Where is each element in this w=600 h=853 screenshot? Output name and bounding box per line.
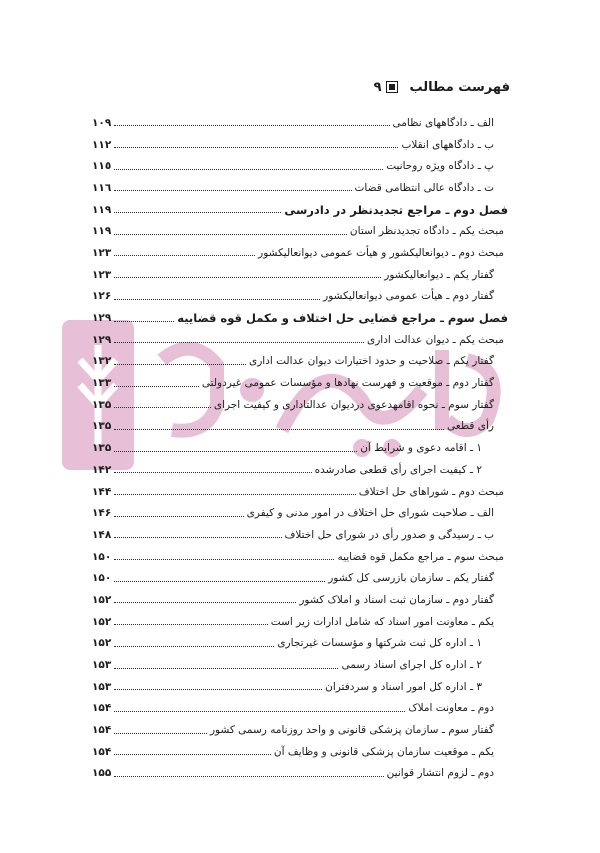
toc-entry-row [92, 220, 508, 242]
toc-entry-row [92, 177, 508, 199]
toc-page-number: ١٢٣ [92, 246, 112, 259]
toc-entry-title: مبحث سوم ـ مراجع مکمل قوه قضاییه [337, 550, 504, 563]
toc-entry-row [92, 524, 508, 546]
toc-page-number: ١۵٣ [92, 680, 112, 693]
toc-entry-title: مبحث یکم ـ دیوان عدالت اداری [366, 333, 504, 346]
toc-entry-row [92, 155, 508, 177]
toc-page-number: ١۵٣ [92, 659, 112, 672]
toc-page-number: ١۵٠ [92, 550, 112, 563]
toc-entry-title: ٢ ـ اداره کل اجرای اسناد رسمی [341, 659, 482, 672]
toc-entry-title: گفتار سوم ـ نحوه اقامهدعوی دردیوان عدالتاداری و کیفیت اجرای [213, 398, 494, 411]
dot-leader [114, 776, 383, 777]
toc-entry-title: گفتار یکم ـ دیوانعالیکشور [384, 268, 494, 281]
toc-entry-row [92, 589, 508, 611]
toc-entry-row [92, 394, 508, 416]
toc-entry-row [92, 416, 508, 438]
toc-entry-row [92, 112, 508, 134]
toc-page-number: ١۵٢ [92, 615, 112, 628]
square-ornament-icon [386, 81, 398, 93]
toc-entry-title: فصل سوم ـ مراجع قضایی حل اختلاف و مکمل قوه قضاییه [177, 311, 508, 326]
toc-entry-title: مبحث یکم ـ دادگاه تجدیدنظر استان [349, 225, 504, 238]
toc-entry-row [92, 546, 508, 568]
dot-leader [114, 559, 334, 560]
toc-entry-title: دوم ـ لزوم انتشار قوانین [386, 767, 494, 780]
page-header [90, 75, 510, 99]
dot-leader [114, 386, 199, 387]
toc-entry-title: الف ـ صلاحیت شورای حل اختلاف در امور مدنی و کیفری [246, 507, 494, 520]
toc-page-number: ١١٦ [92, 181, 112, 194]
dot-leader [114, 668, 338, 669]
toc-entry-row [92, 741, 508, 763]
dot-leader [114, 255, 255, 256]
toc-entry-title: گفتار یکم ـ سازمان بازرسی کل کشور [328, 572, 494, 585]
toc-entry-title: فصل دوم ـ مراجع تجدیدنظر در دادرسی [284, 202, 508, 217]
toc-entry-title: گفتار دوم ـ موقعیت و فهرست نهادها و مؤسسات عمومی غیردولتی [201, 377, 494, 390]
toc-chapter-row [92, 307, 508, 329]
toc-page-number: ١٢٩ [92, 312, 112, 325]
toc-entry-title: مبحث دوم ـ دیوانعالیکشور و هیأت عمومی دیوانعالیکشور [258, 246, 504, 259]
toc-page-number: ١١٢ [92, 138, 112, 151]
toc-page-number: ١۵۴ [92, 724, 112, 737]
dot-leader [114, 212, 281, 213]
dot-leader [114, 147, 398, 148]
toc-entry-title: ١ ـ اقامه دعوی و شرایط آن [360, 442, 482, 455]
toc-entry-row [92, 719, 508, 741]
toc-entry-title: رأی قطعی [447, 420, 494, 433]
toc-entry-row [92, 372, 508, 394]
toc-entry-title: گفتار دوم ـ سازمان ثبت اسناد و املاک کشور [299, 593, 494, 606]
toc-entry-title: ت ـ دادگاه عالی انتظامی قضات [354, 181, 494, 194]
toc-page-number: ١٣٣ [92, 377, 112, 390]
toc-page-number: ١۵۵ [92, 767, 112, 780]
page-number: ٩ [373, 79, 382, 95]
dot-leader [114, 321, 174, 322]
toc-entry-row [92, 437, 508, 459]
toc-entry-title: الف ـ دادگاههای نظامی [392, 116, 494, 129]
dot-leader [114, 472, 311, 473]
toc-entry-title: گفتار یکم ـ صلاحیت و حدود اختیارات دیوان عدالت اداری [248, 355, 494, 368]
dot-leader [114, 234, 347, 235]
dot-leader [114, 190, 351, 191]
toc-page-number: ١۵٠ [92, 572, 112, 585]
dot-leader [114, 299, 320, 300]
toc-chapter-row [92, 199, 508, 221]
toc-page-number: ١١٩ [92, 225, 112, 238]
toc-page-number: ١٣۵ [92, 442, 112, 455]
toc-page-number: ١١٩ [92, 203, 112, 216]
dot-leader [114, 624, 268, 625]
toc-entry-row [92, 242, 508, 264]
toc-page-number: ١۴۶ [92, 507, 112, 520]
dot-leader [114, 451, 357, 452]
toc-entry-title: گفتار سوم ـ سازمان پزشکی قانونی و واحد روزنامه رسمی کشور [209, 724, 494, 737]
toc-page-number: ١٣٢ [92, 355, 112, 368]
toc-entry-row [92, 654, 508, 676]
toc-entry-title: ٢ ـ کیفیت اجرای رأی قطعی صادرشده [314, 463, 482, 476]
toc-entry-row [92, 567, 508, 589]
toc-page-number: ١٢٩ [92, 333, 112, 346]
dot-leader [114, 646, 274, 647]
toc-entry-title: پ ـ دادگاه ویژه روحانیت [386, 160, 494, 173]
toc-page-number: ١۵۴ [92, 745, 112, 758]
toc-entry-row [92, 611, 508, 633]
dot-leader [114, 429, 444, 430]
dot-leader [114, 407, 211, 408]
dot-leader [114, 733, 207, 734]
toc-entry-title: یکم ـ موقعیت سازمان پزشکی قانونی و وظایف آن [273, 745, 494, 758]
toc-entry-title: ب ـ دادگاههای انقلاب [401, 138, 494, 151]
dot-leader [114, 711, 405, 712]
toc-entry-title: مبحث دوم ـ شوراهای حل اختلاف [358, 485, 504, 498]
toc-entry-title: گفتار دوم ـ هیأت عمومی دیوانعالیکشور [323, 290, 494, 303]
toc-entry-row [92, 286, 508, 308]
toc-entry-title: ب ـ رسیدگی و صدور رأی در شورای حل اختلاف [284, 528, 494, 541]
toc-entry-row [92, 351, 508, 373]
toc-page-number: ١۴٢ [92, 463, 112, 476]
toc-entry-row [92, 481, 508, 503]
toc-entry-row [92, 633, 508, 655]
toc-entry-row [92, 459, 508, 481]
dot-leader [114, 754, 271, 755]
toc-page-number: ١٢٣ [92, 268, 112, 281]
toc-entry-row [92, 763, 508, 785]
table-of-contents [92, 112, 508, 784]
toc-page-number: ١٠٩ [92, 116, 112, 129]
dot-leader [114, 169, 383, 170]
toc-page-number: ١۵٢ [92, 593, 112, 606]
dot-leader [114, 689, 322, 690]
header-title: فهرست مطالب [409, 79, 510, 95]
toc-page-number: ١۴۴ [92, 485, 112, 498]
toc-page-number: ١١٥ [92, 160, 112, 173]
toc-entry-title: ١ ـ اداره کل ثبت شرکتها و مؤسسات غیرتجاری [277, 637, 482, 650]
dot-leader [114, 581, 325, 582]
toc-page-number: ١٣۵ [92, 420, 112, 433]
dot-leader [114, 125, 389, 126]
dot-leader [114, 494, 356, 495]
toc-entry-row [92, 698, 508, 720]
toc-page-number: ١۴٨ [92, 528, 112, 541]
dot-leader [114, 364, 246, 365]
toc-entry-row [92, 676, 508, 698]
toc-entry-title: دوم ـ معاونت املاک [408, 702, 494, 715]
toc-entry-title: ٣ ـ اداره کل امور اسناد و سردفتران [325, 680, 482, 693]
toc-page-number: ١٢۶ [92, 290, 112, 303]
toc-page-number: ١۵۴ [92, 702, 112, 715]
toc-entry-row [92, 329, 508, 351]
toc-entry-row [92, 502, 508, 524]
toc-entry-title: یکم ـ معاونت امور اسناد که شامل ادارات زیر است [270, 615, 494, 628]
dot-leader [114, 516, 243, 517]
toc-page-number: ١۵٢ [92, 637, 112, 650]
toc-entry-row [92, 134, 508, 156]
dot-leader [114, 277, 381, 278]
dot-leader [114, 602, 296, 603]
toc-entry-row [92, 264, 508, 286]
dot-leader [114, 537, 281, 538]
dot-leader [114, 342, 364, 343]
toc-page-number: ١٣۵ [92, 398, 112, 411]
